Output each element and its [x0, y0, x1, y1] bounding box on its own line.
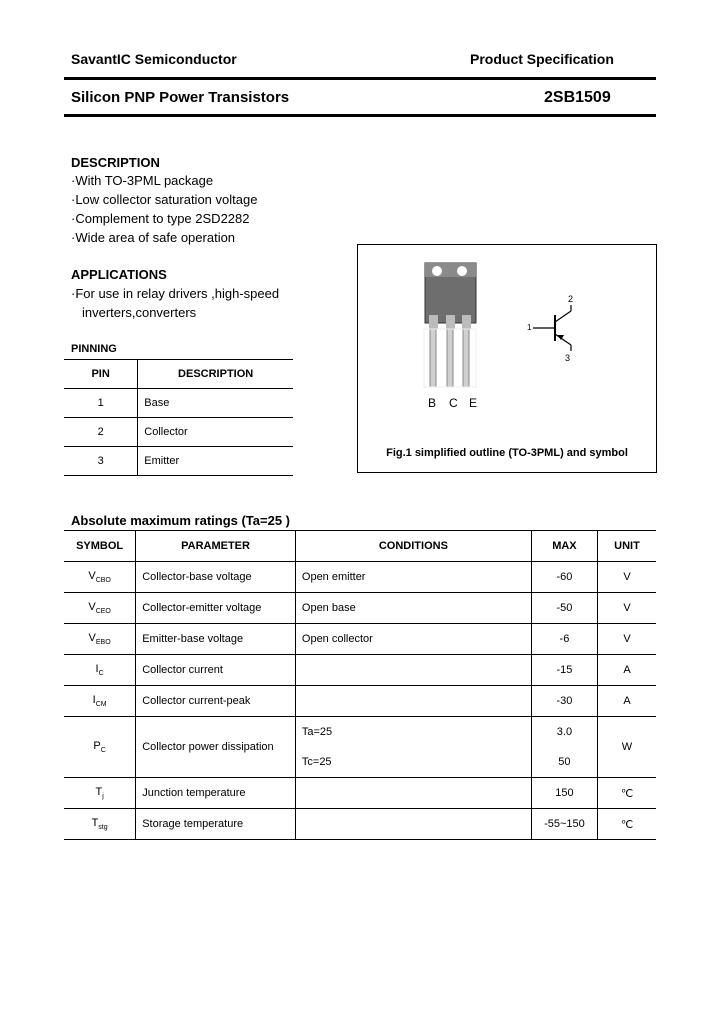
symbol-cell: $V_{CEO}$ — [64, 593, 136, 624]
max-cell: 50 — [531, 747, 597, 778]
description-item: ·With TO-3PML package — [71, 173, 214, 188]
figure-caption: Fig.1 simplified outline (TO-3PML) and symbol — [386, 447, 628, 459]
conditions-cell — [295, 686, 531, 717]
applications-item-cont: inverters,converters — [82, 305, 197, 320]
unit-cell: V — [597, 593, 656, 624]
header-rule-top — [64, 77, 656, 80]
conditions-cell: Tc=25 — [295, 747, 531, 778]
table-row — [64, 593, 656, 624]
max-cell: -55~150 — [531, 809, 597, 840]
parameter-cell: Storage temperature — [136, 809, 296, 840]
max-cell: -50 — [531, 593, 597, 624]
table-row — [64, 418, 293, 447]
pinning-table — [64, 360, 293, 476]
unit-cell: ℃ — [597, 778, 656, 809]
description-title: DESCRIPTION — [71, 155, 160, 170]
table-row — [64, 389, 293, 418]
symbol-cell: $T_{stg}$ — [64, 809, 136, 840]
table-row — [64, 686, 656, 717]
table-row — [64, 655, 656, 686]
pin-number: 2 — [64, 418, 138, 447]
pin-header: PIN — [64, 360, 138, 389]
ratings-table — [64, 530, 656, 840]
conditions-cell — [295, 655, 531, 686]
symbol-cell: $P_C$ — [64, 717, 136, 778]
unit-cell: W — [597, 717, 656, 778]
pin-description: Emitter — [138, 447, 293, 476]
unit-cell: V — [597, 624, 656, 655]
symbol-emitter-label: 3 — [565, 353, 571, 363]
max-cell: -15 — [531, 655, 597, 686]
lead-label-c: C — [449, 396, 458, 410]
company-name: SavantIC Semiconductor — [71, 51, 237, 67]
symbol-cell: $V_{CBO}$ — [64, 562, 136, 593]
description-item: ·Low collector saturation voltage — [71, 192, 258, 207]
max-cell: -30 — [531, 686, 597, 717]
part-number: 2SB1509 — [544, 89, 611, 106]
lead-label-b: B — [428, 396, 437, 410]
lead-label-e: E — [469, 396, 478, 410]
applications-item: ·For use in relay drivers ,high-speed — [71, 286, 280, 301]
product-line: Silicon PNP Power Transistors — [71, 89, 290, 106]
pin-description: Base — [138, 389, 293, 418]
symbol-header: SYMBOL — [64, 531, 136, 562]
table-row — [64, 624, 656, 655]
conditions-cell — [295, 809, 531, 840]
package-outline-image — [358, 245, 656, 445]
parameter-cell: Junction temperature — [136, 778, 296, 809]
ratings-title: Absolute maximum ratings (Ta=25 ) — [71, 513, 291, 528]
table-row — [64, 778, 656, 809]
header-rule-bottom — [64, 114, 656, 117]
max-cell: 3.0 — [531, 717, 597, 748]
parameter-cell: Collector power dissipation — [136, 717, 296, 778]
unit-cell: A — [597, 686, 656, 717]
parameter-cell: Collector-base voltage — [136, 562, 296, 593]
conditions-header: CONDITIONS — [295, 531, 531, 562]
table-row — [64, 447, 293, 476]
symbol-cell: $T_j$ — [64, 778, 136, 809]
description-header: DESCRIPTION — [138, 360, 293, 389]
pin-description: Collector — [138, 418, 293, 447]
max-header: MAX — [531, 531, 597, 562]
max-cell: 150 — [531, 778, 597, 809]
unit-header: UNIT — [597, 531, 656, 562]
unit-cell: A — [597, 655, 656, 686]
table-row — [64, 809, 656, 840]
pin-number: 3 — [64, 447, 138, 476]
symbol-cell: $V_{EBO}$ — [64, 624, 136, 655]
parameter-header: PARAMETER — [136, 531, 296, 562]
unit-cell: V — [597, 562, 656, 593]
unit-cell: ℃ — [597, 809, 656, 840]
parameter-cell: Emitter-base voltage — [136, 624, 296, 655]
max-cell: -6 — [531, 624, 597, 655]
applications-title: APPLICATIONS — [71, 267, 167, 282]
table-row — [64, 562, 656, 593]
conditions-cell: Ta=25 — [295, 717, 531, 748]
table-row — [64, 717, 656, 748]
parameter-cell: Collector-emitter voltage — [136, 593, 296, 624]
max-cell: -60 — [531, 562, 597, 593]
description-item: ·Complement to type 2SD2282 — [71, 211, 250, 226]
conditions-cell: Open collector — [295, 624, 531, 655]
symbol-collector-label: 2 — [568, 294, 574, 304]
symbol-cell: $I_{CM}$ — [64, 686, 136, 717]
figure-box — [357, 244, 657, 473]
conditions-cell — [295, 778, 531, 809]
doc-type: Product Specification — [470, 51, 614, 67]
conditions-cell: Open emitter — [295, 562, 531, 593]
symbol-base-label: 1 — [527, 323, 532, 332]
parameter-cell: Collector current-peak — [136, 686, 296, 717]
pin-number: 1 — [64, 389, 138, 418]
parameter-cell: Collector current — [136, 655, 296, 686]
symbol-cell: $I_C$ — [64, 655, 136, 686]
conditions-cell: Open base — [295, 593, 531, 624]
description-item: ·Wide area of safe operation — [71, 230, 236, 245]
pinning-title: PINNING — [71, 343, 117, 355]
